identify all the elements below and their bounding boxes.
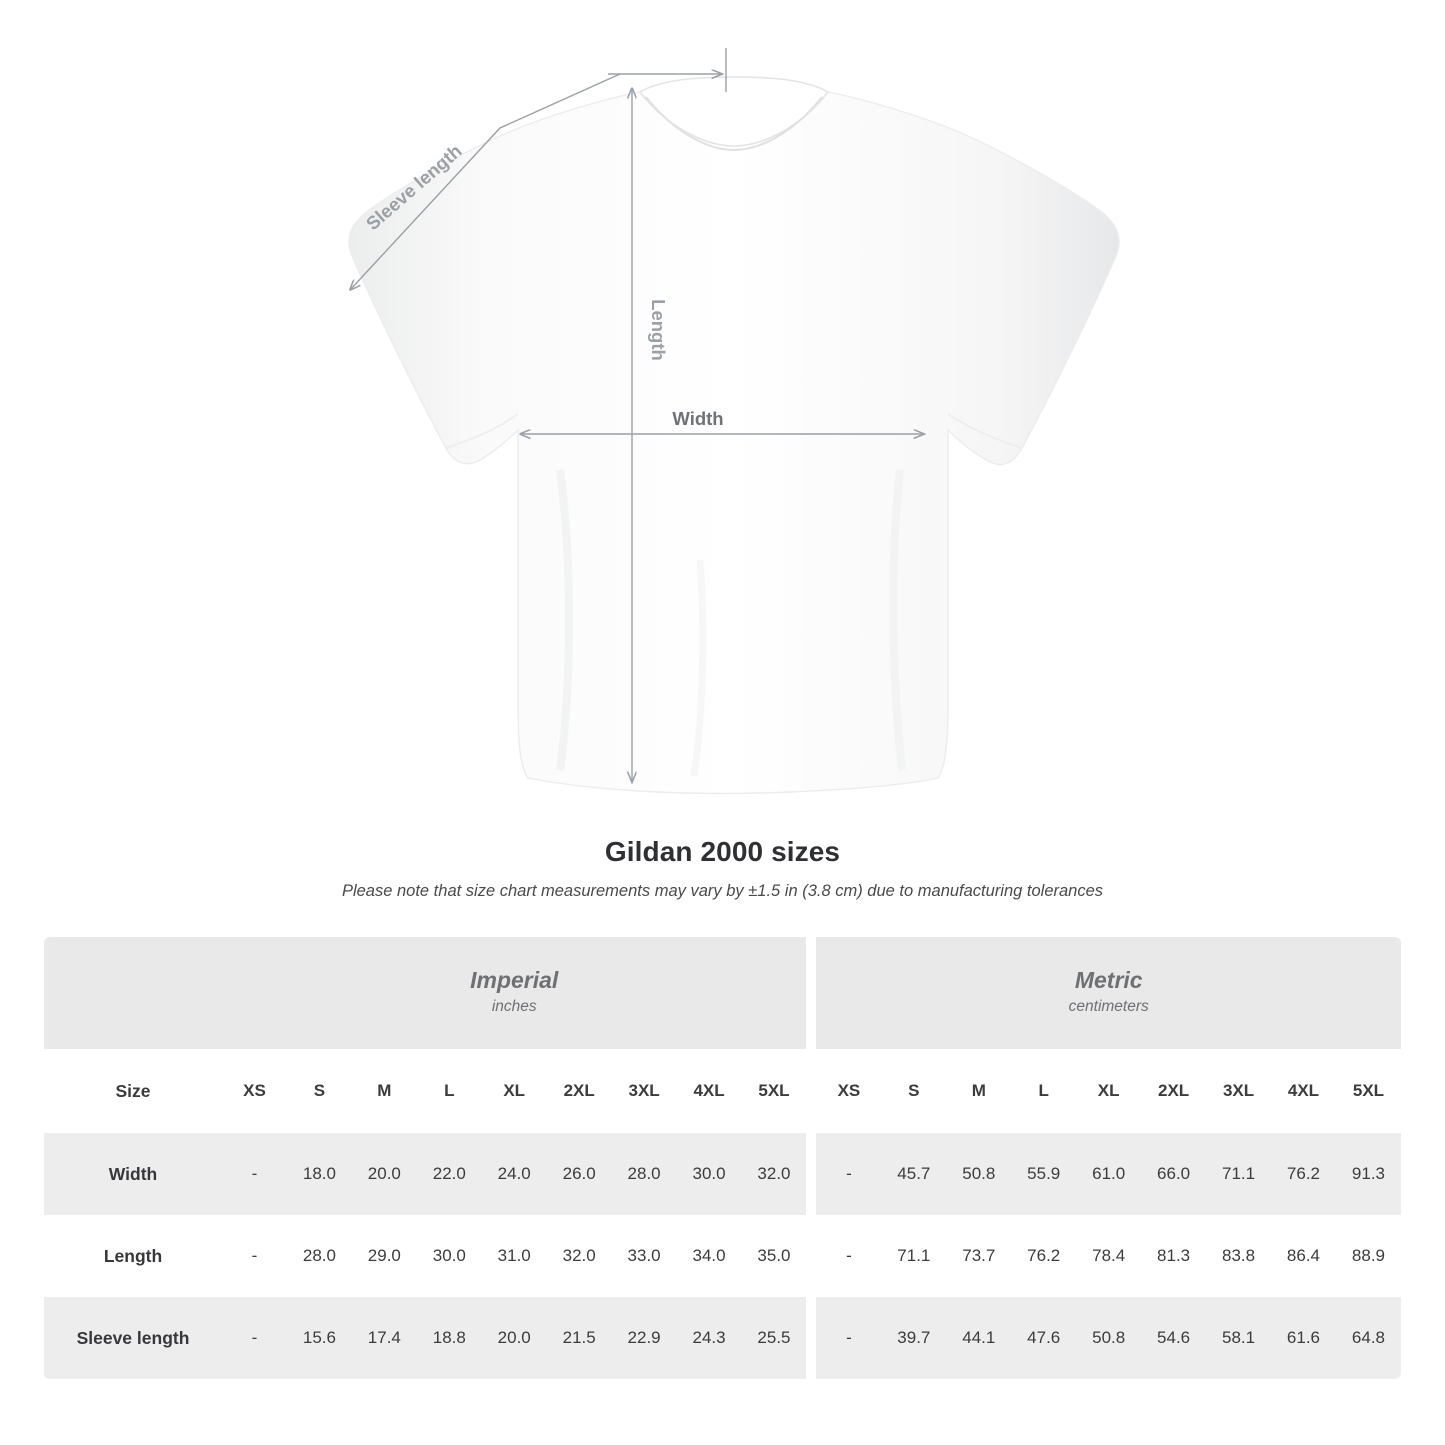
cell-width-imperial-1: 18.0	[287, 1133, 352, 1215]
size-header-imperial-8: 5XL	[742, 1049, 807, 1133]
cell-width-imperial-4: 24.0	[482, 1133, 547, 1215]
size-header-imperial-1: S	[287, 1049, 352, 1133]
cell-width-metric-3: 55.9	[1011, 1133, 1076, 1215]
cell-length-metric-7: 86.4	[1271, 1215, 1336, 1297]
size-label-cell: Size	[44, 1049, 222, 1133]
cell-width-metric-2: 50.8	[946, 1133, 1011, 1215]
cell-length-metric-1: 71.1	[881, 1215, 946, 1297]
row-label-width: Width	[44, 1133, 222, 1215]
cell-width-imperial-8: 32.0	[742, 1133, 807, 1215]
size-header-metric-2: M	[946, 1049, 1011, 1133]
row-label-sleeve-length: Sleeve length	[44, 1297, 222, 1379]
unit-group-metric	[816, 937, 1401, 1049]
cell-width-metric-1: 45.7	[881, 1133, 946, 1215]
cell-width-imperial-5: 26.0	[547, 1133, 612, 1215]
unit-group-metric-sub: centimeters	[1068, 997, 1149, 1015]
cell-width-imperial-3: 22.0	[417, 1133, 482, 1215]
cell-sleeve-metric-2: 44.1	[946, 1297, 1011, 1379]
cell-sleeve-metric-1: 39.7	[881, 1297, 946, 1379]
row-gap-sleeve	[806, 1297, 816, 1379]
length-label: Length	[648, 299, 669, 361]
sleeve-length-label: Sleeve length	[361, 140, 466, 235]
cell-length-imperial-6: 33.0	[612, 1215, 677, 1297]
table-row	[44, 1297, 1401, 1379]
cell-sleeve-imperial-0: -	[222, 1297, 287, 1379]
unit-band-spacer	[44, 937, 222, 1049]
size-header-metric-1: S	[881, 1049, 946, 1133]
size-header-imperial-4: XL	[482, 1049, 547, 1133]
size-header-metric-4: XL	[1076, 1049, 1141, 1133]
cell-length-imperial-0: -	[222, 1215, 287, 1297]
cell-width-metric-8: 91.3	[1336, 1133, 1401, 1215]
cell-width-imperial-2: 20.0	[352, 1133, 417, 1215]
cell-sleeve-metric-8: 64.8	[1336, 1297, 1401, 1379]
cell-length-metric-2: 73.7	[946, 1215, 1011, 1297]
cell-length-imperial-8: 35.0	[742, 1215, 807, 1297]
unit-group-metric-name: Metric	[1074, 967, 1143, 994]
cell-length-metric-4: 78.4	[1076, 1215, 1141, 1297]
cell-sleeve-imperial-8: 25.5	[742, 1297, 807, 1379]
cell-width-metric-0: -	[816, 1133, 881, 1215]
cell-sleeve-imperial-5: 21.5	[547, 1297, 612, 1379]
table-row	[44, 1215, 1401, 1297]
cell-width-imperial-6: 28.0	[612, 1133, 677, 1215]
cell-length-metric-0: -	[816, 1215, 881, 1297]
unit-group-imperial-name: Imperial	[470, 967, 559, 994]
cell-width-metric-5: 66.0	[1141, 1133, 1206, 1215]
size-table-wrapper	[44, 937, 1401, 1379]
size-header-metric-5: 2XL	[1141, 1049, 1206, 1133]
cell-width-metric-6: 71.1	[1206, 1133, 1271, 1215]
cell-length-imperial-5: 32.0	[547, 1215, 612, 1297]
cell-length-metric-6: 83.8	[1206, 1215, 1271, 1297]
table-row	[44, 1133, 1401, 1215]
cell-length-imperial-3: 30.0	[417, 1215, 482, 1297]
cell-length-imperial-2: 29.0	[352, 1215, 417, 1297]
unit-group-imperial	[222, 937, 806, 1049]
size-header-row	[44, 1049, 1401, 1133]
cell-sleeve-metric-5: 54.6	[1141, 1297, 1206, 1379]
cell-sleeve-metric-6: 58.1	[1206, 1297, 1271, 1379]
size-header-imperial-7: 4XL	[677, 1049, 742, 1133]
cell-length-metric-8: 88.9	[1336, 1215, 1401, 1297]
cell-sleeve-metric-7: 61.6	[1271, 1297, 1336, 1379]
size-header-imperial-2: M	[352, 1049, 417, 1133]
size-header-imperial-3: L	[417, 1049, 482, 1133]
row-gap-width	[806, 1133, 816, 1215]
cell-width-metric-4: 61.0	[1076, 1133, 1141, 1215]
size-header-metric-0: XS	[816, 1049, 881, 1133]
cell-sleeve-metric-0: -	[816, 1297, 881, 1379]
size-header-imperial-5: 2XL	[547, 1049, 612, 1133]
row-gap-length	[806, 1215, 816, 1297]
cell-sleeve-imperial-4: 20.0	[482, 1297, 547, 1379]
cell-length-metric-3: 76.2	[1011, 1215, 1076, 1297]
cell-width-imperial-7: 30.0	[677, 1133, 742, 1215]
size-header-imperial-6: 3XL	[612, 1049, 677, 1133]
size-header-metric-8: 5XL	[1336, 1049, 1401, 1133]
cell-sleeve-metric-4: 50.8	[1076, 1297, 1141, 1379]
unit-group-imperial-sub: inches	[491, 997, 537, 1015]
cell-sleeve-imperial-3: 18.8	[417, 1297, 482, 1379]
width-label: Width	[672, 408, 724, 429]
cell-sleeve-metric-3: 47.6	[1011, 1297, 1076, 1379]
cell-width-metric-7: 76.2	[1271, 1133, 1336, 1215]
size-header-gap	[806, 1049, 816, 1133]
cell-length-imperial-7: 34.0	[677, 1215, 742, 1297]
cell-sleeve-imperial-1: 15.6	[287, 1297, 352, 1379]
cell-width-imperial-0: -	[222, 1133, 287, 1215]
size-header-metric-7: 4XL	[1271, 1049, 1336, 1133]
size-header-imperial-0: XS	[222, 1049, 287, 1133]
cell-length-imperial-1: 28.0	[287, 1215, 352, 1297]
unit-band-gap	[806, 937, 816, 1049]
chart-title: Gildan 2000 sizes	[604, 836, 841, 867]
cell-length-imperial-4: 31.0	[482, 1215, 547, 1297]
chart-note: Please note that size chart measurements may vary by ±1.5 in (3.8 cm) due to manufacturing tolerances	[341, 882, 1104, 900]
size-header-metric-3: L	[1011, 1049, 1076, 1133]
unit-header-row	[44, 937, 1401, 1049]
row-label-length: Length	[44, 1215, 222, 1297]
cell-sleeve-imperial-7: 24.3	[677, 1297, 742, 1379]
cell-sleeve-imperial-2: 17.4	[352, 1297, 417, 1379]
size-table	[44, 937, 1401, 1379]
cell-length-metric-5: 81.3	[1141, 1215, 1206, 1297]
size-header-metric-6: 3XL	[1206, 1049, 1271, 1133]
tshirt-shape	[349, 77, 1119, 793]
cell-sleeve-imperial-6: 22.9	[612, 1297, 677, 1379]
